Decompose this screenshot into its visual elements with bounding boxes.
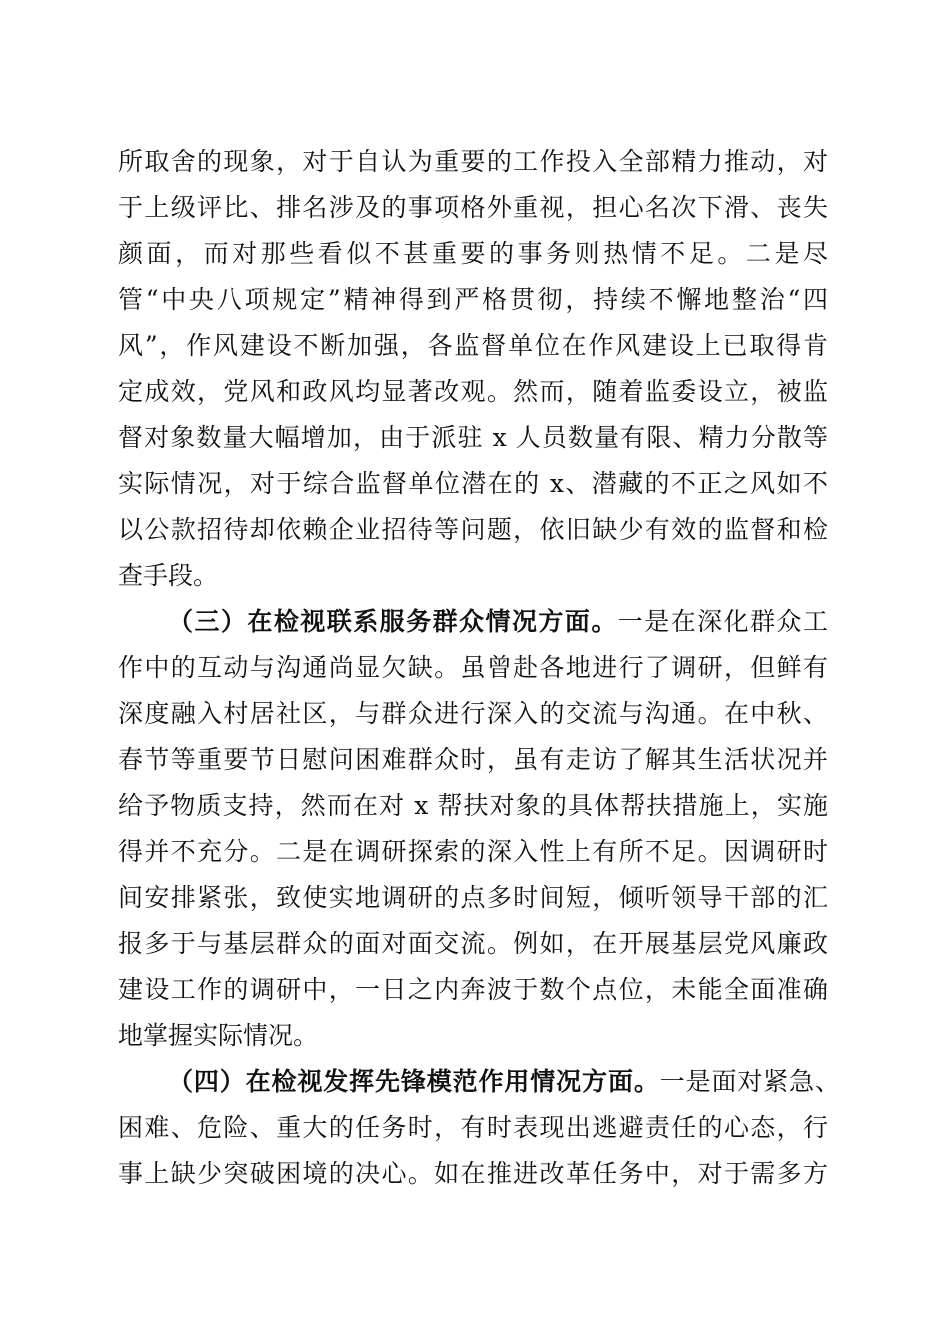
body-text-line: 作中的互动与沟通尚显欠缺。虽曾赴各地进行了调研，但鲜有 [118,653,828,682]
body-text-line: 春节等重要节日慰问困难群众时，虽有走访了解其生活状况并 [118,745,828,774]
section-heading-line [168,1064,840,1100]
body-text-line: 事上缺少突破困境的决心。如在推进改革任务中，对于需多方 [118,1159,828,1188]
body-text-line: 所取舍的现象，对于自认为重要的工作投入全部精力推动，对 [118,147,828,176]
body-text-line: 风”，作风建设不断加强，各监督单位在作风建设上已取得肯 [118,331,828,360]
section-heading: （四）在检视发挥先锋模范作用情况方面。 [168,1067,660,1096]
body-text-line: 困难、危险、重大的任务时，有时表现出逃避责任的心态，行 [118,1113,828,1142]
body-text-line: 查手段。 [118,561,219,590]
section-heading: （三）在检视联系服务群众情况方面。 [168,607,618,636]
body-text-line: 深度融入村居社区，与群众进行深入的交流与沟通。在中秋、 [118,699,828,728]
body-text: 一是在深化群众工 [617,607,828,636]
body-text-line: 地掌握实际情况。 [118,1021,319,1050]
body-text-line: 实际情况，对于综合监督单位潜在的 x、潜藏的不正之风如不 [118,469,828,498]
body-text-line: 报多于与基层群众的面对面交流。例如，在开展基层党风廉政 [118,929,828,958]
body-text-line: 以公款招待却依赖企业招待等问题，依旧缺少有效的监督和检 [118,515,828,544]
body-text-line: 颜面，而对那些看似不甚重要的事务则热情不足。二是尽 [118,239,828,268]
body-text-line: 定成效，党风和政风均显著改观。然而，随着监委设立，被监 [118,377,828,406]
body-text-line: 管“中央八项规定”精神得到严格贯彻，持续不懈地整治“四 [118,285,828,314]
body-text-line: 间安排紧张，致使实地调研的点多时间短，倾听领导干部的汇 [118,883,828,912]
body-text-line: 督对象数量大幅增加，由于派驻 x 人员数量有限、精力分散等 [118,423,828,452]
body-text-line: 给予物质支持，然而在对 x 帮扶对象的具体帮扶措施上，实施 [118,791,828,820]
body-text-line: 得并不充分。二是在调研探索的深入性上有所不足。因调研时 [118,837,828,866]
body-text-line: 于上级评比、排名涉及的事项格外重视，担心名次下滑、丧失 [118,193,828,222]
section-heading-line [168,604,828,640]
body-text-line: 建设工作的调研中，一日之内奔波于数个点位，未能全面准确 [118,975,828,1004]
body-text: 一是面对紧急、 [659,1067,840,1096]
